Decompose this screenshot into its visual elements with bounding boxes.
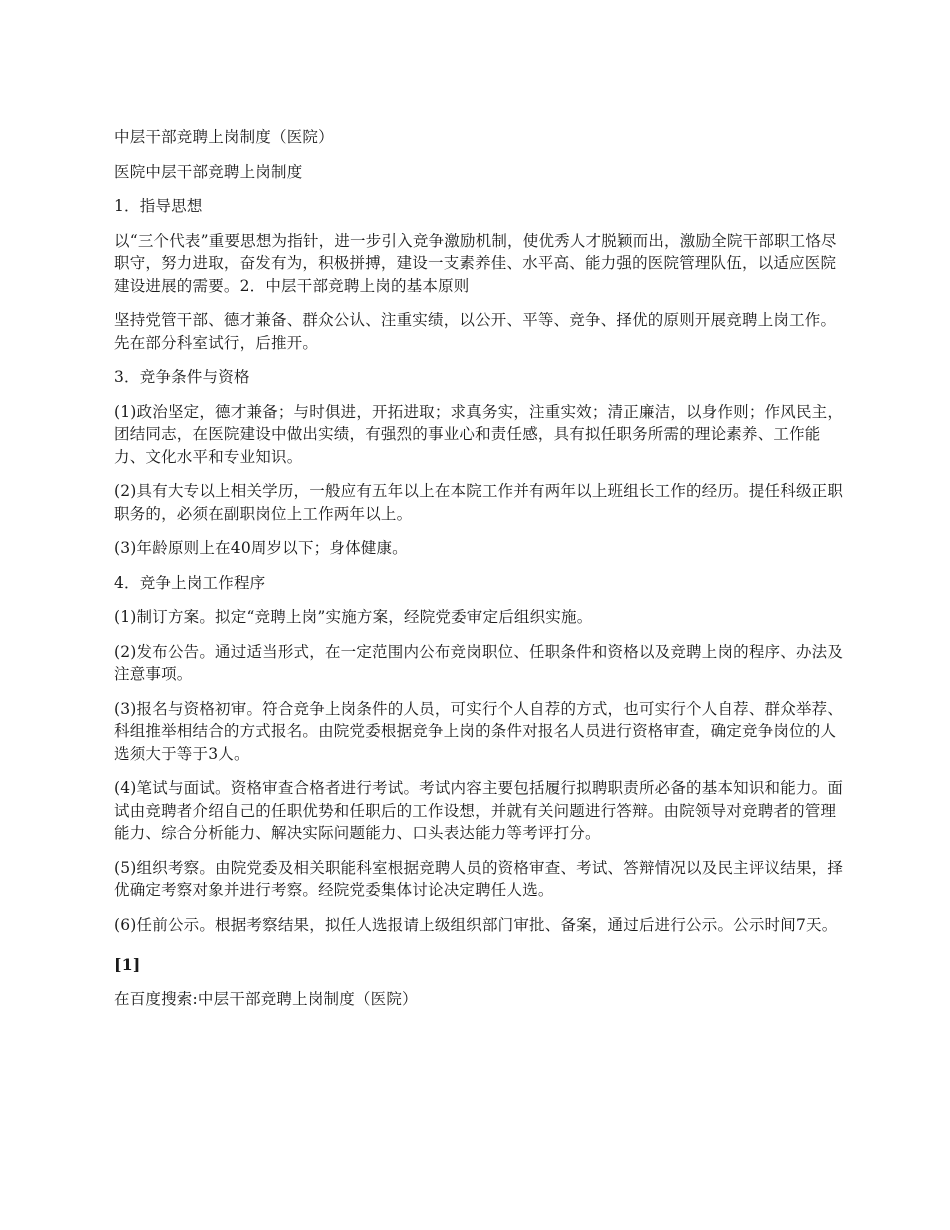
paragraph-condition-1: (1)政治坚定，德才兼备；与时俱进，开拓进取；求真务实，注重实效；清正廉洁，以身作则；作风民主，团结同志，在医院建设中做出实绩，有强烈的事业心和责任感，具有拟任职务所需的理论素养、工作能力、文化水平和专业知识。 <box>114 402 844 466</box>
paragraph-guiding-ideology: 以“三个代表”重要思想为指针，进一步引入竞争激励机制，使优秀人才脱颖而出，激励全院干部职工恪尽职守，努力进取，奋发有为，积极拼搏，建设一支素养佳、水平高、能力强的医院管理队伍，以适应医院建设进展的需要。2．中层干部竞聘上岗的基本原则 <box>114 231 837 295</box>
document-title: 中层干部竞聘上岗制度（医院） <box>114 128 334 146</box>
paragraph-procedure-2: (2)发布公告。通过适当形式，在一定范围内公布竞岗职位、任职条件和资格以及竞聘上岗的程序、办法及注意事项。 <box>114 642 844 683</box>
section-heading-procedure: 4．竞争上岗工作程序 <box>114 573 266 592</box>
paragraph-procedure-4: (4)笔试与面试。资格审查合格者进行考试。考试内容主要包括履行拟聘职责所必备的基本知识和能力。面试由竞聘者介绍自己的任职优势和任职后的工作设想，并就有关问题进行答辩。由院领导对竞聘者的管理能力、综合分析能力、解决实际问题能力、口头表达能力等考评打分。 <box>114 779 844 842</box>
reference-marker[interactable]: [1] <box>114 955 141 974</box>
section-heading-conditions: 3．竞争条件与资格 <box>114 368 250 386</box>
section-heading-guiding-ideology: 1．指导思想 <box>114 197 203 215</box>
paragraph-condition-2: (2)具有大专以上相关学历，一般应有五年以上在本院工作并有两年以上班组长工作的经历。提任科级正职职务的，必须在副职岗位上工作两年以上。 <box>114 482 844 523</box>
paragraph-procedure-1: (1)制订方案。拟定“竞聘上岗”实施方案，经院党委审定后组织实施。 <box>114 608 593 626</box>
document-page <box>114 126 844 1023</box>
paragraph-condition-3: (3)年龄原则上在40周岁以下；身体健康。 <box>114 539 408 557</box>
paragraph-procedure-3: (3)报名与资格初审。符合竞争上岗条件的人员，可实行个人自荐的方式，也可实行个人自荐、群众举荐、科组推举相结合的方式报名。由院党委根据竞争上岗的条件对报名人员进行资格审查，确定竞争岗位的人选须大于等于3人。 <box>114 699 844 763</box>
paragraph-basic-principles: 坚持党管干部、德才兼备、群众公认、注重实绩，以公开、平等、竞争、择优的原则开展竞聘上岗工作。先在部分科室试行，后推开。 <box>114 311 837 352</box>
search-link[interactable]: 在百度搜索:中层干部竞聘上岗制度（医院） <box>114 990 418 1008</box>
paragraph-procedure-5: (5)组织考察。由院党委及相关职能科室根据竞聘人员的资格审查、考试、答辩情况以及民主评议结果，择优确定考察对象并进行考察。经院党委集体讨论决定聘任人选。 <box>114 858 844 899</box>
document-subtitle: 医院中层干部竞聘上岗制度 <box>114 162 303 181</box>
paragraph-procedure-6: (6)任前公示。根据考察结果，拟任人选报请上级组织部门审批、备案，通过后进行公示。公示时间7天。 <box>114 915 838 934</box>
